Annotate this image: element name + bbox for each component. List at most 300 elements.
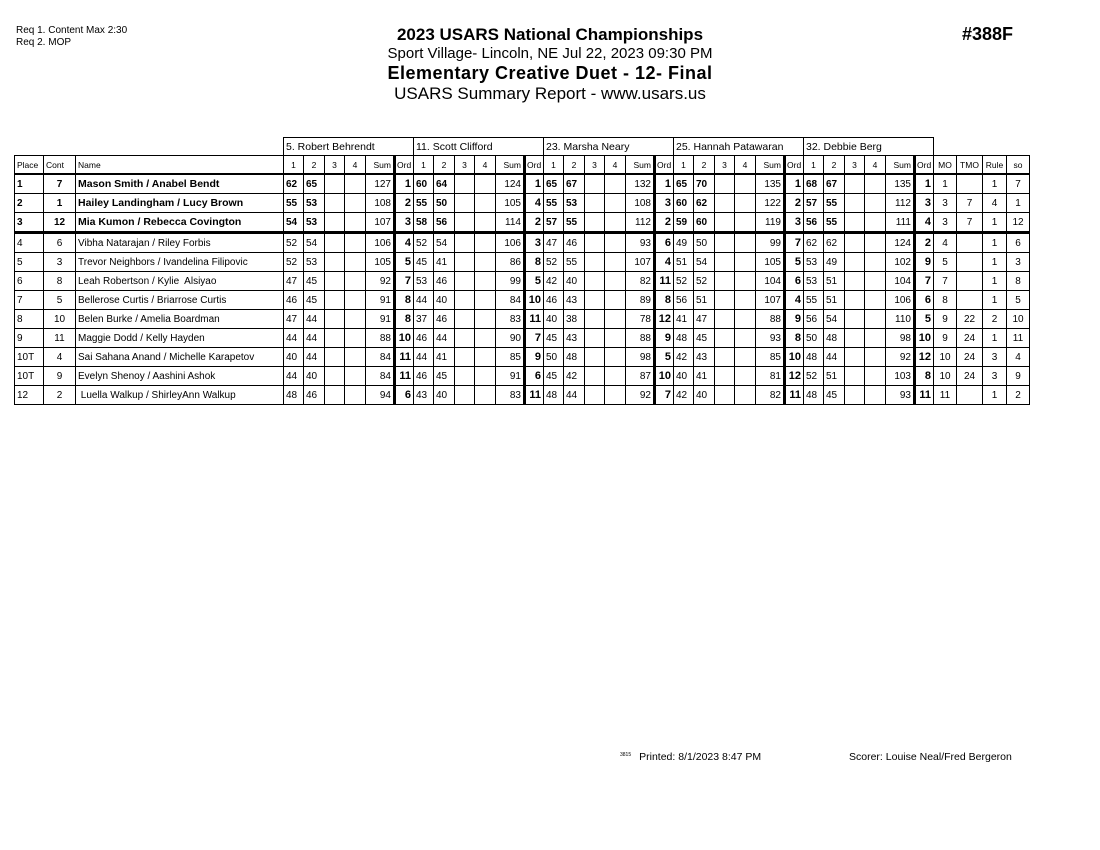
footer-code: 3815 bbox=[620, 751, 632, 758]
score-4 bbox=[605, 348, 626, 367]
score-3 bbox=[845, 386, 865, 405]
score-sum: 111 bbox=[886, 213, 915, 233]
score-sum: 91 bbox=[496, 367, 525, 386]
score-4 bbox=[605, 386, 626, 405]
score-sum: 88 bbox=[366, 329, 395, 348]
score-2: 45 bbox=[304, 272, 325, 291]
score-4 bbox=[865, 194, 886, 213]
score-3 bbox=[455, 233, 475, 253]
score-4 bbox=[345, 253, 366, 272]
judge-ordinal: 10 bbox=[915, 329, 934, 348]
score-sum: 90 bbox=[496, 329, 525, 348]
judge-ordinal: 4 bbox=[915, 213, 934, 233]
score-sum: 119 bbox=[756, 213, 785, 233]
score-4 bbox=[735, 174, 756, 194]
skater-names: Evelyn Shenoy / Aashini Ashok bbox=[76, 367, 284, 386]
score-3 bbox=[325, 348, 345, 367]
score-3 bbox=[585, 174, 605, 194]
mo-value: 9 bbox=[934, 310, 957, 329]
score-1: 49 bbox=[674, 233, 694, 253]
place: 3 bbox=[15, 213, 44, 233]
score-3 bbox=[585, 291, 605, 310]
score-1: 47 bbox=[284, 310, 304, 329]
event-number: #388F bbox=[962, 24, 1014, 44]
score-1: 55 bbox=[804, 291, 824, 310]
score-3 bbox=[325, 213, 345, 233]
rule-value: 3 bbox=[983, 367, 1007, 386]
mo-value: 10 bbox=[934, 367, 957, 386]
score-1: 50 bbox=[804, 329, 824, 348]
score-4 bbox=[735, 272, 756, 291]
score-3 bbox=[325, 194, 345, 213]
score-4 bbox=[865, 310, 886, 329]
judge-ordinal: 7 bbox=[655, 386, 674, 405]
judge-ordinal: 10 bbox=[785, 348, 804, 367]
score-2: 38 bbox=[564, 310, 585, 329]
score-1: 45 bbox=[544, 329, 564, 348]
score-3 bbox=[715, 213, 735, 233]
place: 10T bbox=[15, 348, 44, 367]
tmo-value: 24 bbox=[957, 348, 983, 367]
mo-value: 4 bbox=[934, 233, 957, 253]
score-1: 56 bbox=[804, 310, 824, 329]
score-sum: 124 bbox=[496, 174, 525, 194]
mo-value: 1 bbox=[934, 174, 957, 194]
contestant-number: 6 bbox=[44, 233, 76, 253]
table-row bbox=[15, 253, 1030, 272]
so-value: 2 bbox=[1007, 386, 1030, 405]
score-3 bbox=[715, 272, 735, 291]
score-4 bbox=[475, 213, 496, 233]
so-value: 5 bbox=[1007, 291, 1030, 310]
score-sum: 92 bbox=[366, 272, 395, 291]
score-2: 43 bbox=[694, 348, 715, 367]
score-4 bbox=[865, 213, 886, 233]
contestant-number: 1 bbox=[44, 194, 76, 213]
judge-ordinal: 11 bbox=[655, 272, 674, 291]
judge-name: 23. Marsha Neary bbox=[544, 138, 674, 156]
score-4 bbox=[475, 367, 496, 386]
score-sum: 82 bbox=[756, 386, 785, 405]
results-table bbox=[14, 137, 1030, 405]
score-4 bbox=[345, 291, 366, 310]
score-sum: 94 bbox=[366, 386, 395, 405]
score-3 bbox=[455, 253, 475, 272]
score-4 bbox=[865, 291, 886, 310]
judge-ordinal: 1 bbox=[915, 174, 934, 194]
report-name: USARS Summary Report - www.usars.us bbox=[394, 84, 706, 103]
judge-ordinal: 9 bbox=[915, 253, 934, 272]
score-2: 62 bbox=[694, 194, 715, 213]
col-header-tmo: TMO bbox=[957, 156, 983, 175]
score-sum: 93 bbox=[756, 329, 785, 348]
score-2: 44 bbox=[304, 348, 325, 367]
score-4 bbox=[865, 329, 886, 348]
score-1: 55 bbox=[284, 194, 304, 213]
score-2: 53 bbox=[564, 194, 585, 213]
judge-ordinal: 11 bbox=[395, 367, 414, 386]
score-3 bbox=[325, 272, 345, 291]
score-4 bbox=[475, 329, 496, 348]
table-row bbox=[15, 291, 1030, 310]
contestant-number: 9 bbox=[44, 367, 76, 386]
judge-ordinal: 7 bbox=[525, 329, 544, 348]
col-header-score: 2 bbox=[694, 156, 715, 175]
place: 12 bbox=[15, 386, 44, 405]
score-3 bbox=[845, 272, 865, 291]
judge-ordinal: 1 bbox=[785, 174, 804, 194]
tmo-value bbox=[957, 272, 983, 291]
score-sum: 114 bbox=[496, 213, 525, 233]
contestant-number: 11 bbox=[44, 329, 76, 348]
score-1: 45 bbox=[544, 367, 564, 386]
score-sum: 107 bbox=[626, 253, 655, 272]
score-3 bbox=[715, 310, 735, 329]
score-4 bbox=[605, 174, 626, 194]
score-1: 52 bbox=[284, 253, 304, 272]
score-3 bbox=[715, 253, 735, 272]
col-header-sum: Sum bbox=[886, 156, 915, 175]
score-1: 52 bbox=[284, 233, 304, 253]
col-header-score: 1 bbox=[674, 156, 694, 175]
score-3 bbox=[455, 310, 475, 329]
score-sum: 92 bbox=[626, 386, 655, 405]
score-1: 50 bbox=[544, 348, 564, 367]
requirement-2: Req 2. MOP bbox=[16, 37, 72, 48]
so-value: 7 bbox=[1007, 174, 1030, 194]
score-2: 54 bbox=[694, 253, 715, 272]
place: 9 bbox=[15, 329, 44, 348]
judge-ordinal: 3 bbox=[655, 194, 674, 213]
score-2: 43 bbox=[564, 291, 585, 310]
score-3 bbox=[325, 233, 345, 253]
score-1: 55 bbox=[544, 194, 564, 213]
table-row bbox=[15, 348, 1030, 367]
score-sum: 106 bbox=[886, 291, 915, 310]
place: 7 bbox=[15, 291, 44, 310]
printed-info bbox=[620, 751, 761, 763]
score-1: 48 bbox=[284, 386, 304, 405]
judge-ordinal: 2 bbox=[915, 233, 934, 253]
score-sum: 99 bbox=[756, 233, 785, 253]
judge-ordinal: 6 bbox=[655, 233, 674, 253]
score-1: 48 bbox=[804, 348, 824, 367]
score-1: 59 bbox=[674, 213, 694, 233]
page-title: 2023 USARS National Championships bbox=[396, 25, 704, 44]
judge-ordinal: 11 bbox=[785, 386, 804, 405]
score-3 bbox=[845, 253, 865, 272]
score-2: 41 bbox=[694, 367, 715, 386]
score-2: 42 bbox=[564, 367, 585, 386]
score-4 bbox=[735, 291, 756, 310]
score-3 bbox=[845, 291, 865, 310]
score-4 bbox=[605, 367, 626, 386]
score-1: 53 bbox=[804, 253, 824, 272]
score-sum: 105 bbox=[496, 194, 525, 213]
so-value: 3 bbox=[1007, 253, 1030, 272]
score-sum: 105 bbox=[366, 253, 395, 272]
judge-ordinal: 6 bbox=[395, 386, 414, 405]
event-name: Elementary Creative Duet - 12- Final bbox=[387, 63, 713, 83]
judge-ordinal: 8 bbox=[655, 291, 674, 310]
score-4 bbox=[605, 310, 626, 329]
score-4 bbox=[735, 367, 756, 386]
col-header-rule: Rule bbox=[983, 156, 1007, 175]
score-4 bbox=[345, 367, 366, 386]
skater-names: Trevor Neighbors / Ivandelina Filipovic bbox=[76, 253, 284, 272]
score-3 bbox=[585, 213, 605, 233]
score-3 bbox=[455, 194, 475, 213]
mo-value: 10 bbox=[934, 348, 957, 367]
judge-ordinal: 12 bbox=[655, 310, 674, 329]
score-2: 54 bbox=[434, 233, 455, 253]
score-2: 40 bbox=[304, 367, 325, 386]
score-3 bbox=[845, 194, 865, 213]
score-sum: 85 bbox=[756, 348, 785, 367]
judge-ordinal: 5 bbox=[915, 310, 934, 329]
judge-ordinal: 6 bbox=[785, 272, 804, 291]
contestant-number: 2 bbox=[44, 386, 76, 405]
judge-ordinal: 10 bbox=[525, 291, 544, 310]
contestant-number: 5 bbox=[44, 291, 76, 310]
col-header-so: so bbox=[1007, 156, 1030, 175]
score-3 bbox=[845, 174, 865, 194]
score-4 bbox=[865, 233, 886, 253]
score-2: 50 bbox=[694, 233, 715, 253]
score-2: 54 bbox=[304, 233, 325, 253]
judge-ordinal: 12 bbox=[915, 348, 934, 367]
judge-ordinal: 4 bbox=[655, 253, 674, 272]
judge-ordinal: 11 bbox=[525, 310, 544, 329]
contestant-number: 10 bbox=[44, 310, 76, 329]
judge-ordinal: 3 bbox=[785, 213, 804, 233]
score-4 bbox=[475, 174, 496, 194]
score-1: 40 bbox=[284, 348, 304, 367]
score-sum: 85 bbox=[496, 348, 525, 367]
score-4 bbox=[865, 174, 886, 194]
contestant-number: 12 bbox=[44, 213, 76, 233]
requirements bbox=[16, 25, 127, 49]
score-2: 40 bbox=[434, 386, 455, 405]
score-1: 62 bbox=[284, 174, 304, 194]
score-2: 51 bbox=[824, 291, 845, 310]
contestant-number: 3 bbox=[44, 253, 76, 272]
judge-ordinal: 11 bbox=[395, 348, 414, 367]
score-3 bbox=[585, 253, 605, 272]
score-sum: 92 bbox=[886, 348, 915, 367]
score-sum: 135 bbox=[756, 174, 785, 194]
tmo-value bbox=[957, 253, 983, 272]
venue-date: Sport Village- Lincoln, NE Jul 22, 2023 09:30 PM bbox=[387, 45, 713, 62]
judge-name: 25. Hannah Patawaran bbox=[674, 138, 804, 156]
score-1: 46 bbox=[284, 291, 304, 310]
place: 1 bbox=[15, 174, 44, 194]
judge-ordinal: 7 bbox=[785, 233, 804, 253]
score-1: 48 bbox=[674, 329, 694, 348]
col-header-score: 2 bbox=[304, 156, 325, 175]
printed-date: Printed: 8/1/2023 8:47 PM bbox=[639, 751, 762, 763]
score-3 bbox=[455, 348, 475, 367]
judge-ordinal: 5 bbox=[525, 272, 544, 291]
score-1: 40 bbox=[674, 367, 694, 386]
score-4 bbox=[865, 253, 886, 272]
table-row bbox=[15, 272, 1030, 291]
col-header-score: 3 bbox=[585, 156, 605, 175]
col-header-sum: Sum bbox=[756, 156, 785, 175]
score-1: 45 bbox=[414, 253, 434, 272]
score-2: 48 bbox=[824, 329, 845, 348]
col-header-ord: Ord bbox=[655, 156, 674, 175]
so-value: 12 bbox=[1007, 213, 1030, 233]
score-1: 55 bbox=[414, 194, 434, 213]
score-2: 62 bbox=[824, 233, 845, 253]
score-2: 40 bbox=[694, 386, 715, 405]
skater-names: Sai Sahana Anand / Michelle Karapetov bbox=[76, 348, 284, 367]
score-1: 52 bbox=[414, 233, 434, 253]
contestant-number: 8 bbox=[44, 272, 76, 291]
score-3 bbox=[455, 329, 475, 348]
col-header-mo: MO bbox=[934, 156, 957, 175]
skater-names: Luella Walkup / ShirleyAnn Walkup bbox=[76, 386, 284, 405]
judge-ordinal: 1 bbox=[395, 174, 414, 194]
mo-value: 11 bbox=[934, 386, 957, 405]
score-sum: 84 bbox=[366, 348, 395, 367]
judge-ordinal: 2 bbox=[395, 194, 414, 213]
score-4 bbox=[735, 348, 756, 367]
score-2: 40 bbox=[434, 291, 455, 310]
table-row bbox=[15, 213, 1030, 233]
rule-value: 1 bbox=[983, 386, 1007, 405]
tmo-value: 7 bbox=[957, 213, 983, 233]
judge-ordinal: 8 bbox=[525, 253, 544, 272]
score-3 bbox=[325, 310, 345, 329]
score-3 bbox=[715, 386, 735, 405]
place: 2 bbox=[15, 194, 44, 213]
skater-names: Bellerose Curtis / Briarrose Curtis bbox=[76, 291, 284, 310]
tmo-value bbox=[957, 174, 983, 194]
col-header-sum: Sum bbox=[626, 156, 655, 175]
judge-ordinal: 9 bbox=[655, 329, 674, 348]
judge-ordinal: 6 bbox=[915, 291, 934, 310]
score-4 bbox=[735, 386, 756, 405]
score-3 bbox=[585, 310, 605, 329]
rule-value: 1 bbox=[983, 233, 1007, 253]
score-3 bbox=[325, 253, 345, 272]
col-header-score: 3 bbox=[845, 156, 865, 175]
score-sum: 110 bbox=[886, 310, 915, 329]
score-4 bbox=[735, 233, 756, 253]
col-header-score: 4 bbox=[735, 156, 756, 175]
score-1: 56 bbox=[674, 291, 694, 310]
judge-ordinal: 8 bbox=[915, 367, 934, 386]
score-2: 67 bbox=[564, 174, 585, 194]
score-2: 55 bbox=[824, 194, 845, 213]
score-4 bbox=[345, 213, 366, 233]
table-row bbox=[15, 367, 1030, 386]
score-4 bbox=[605, 272, 626, 291]
tmo-value: 7 bbox=[957, 194, 983, 213]
score-1: 46 bbox=[414, 329, 434, 348]
tmo-value: 22 bbox=[957, 310, 983, 329]
so-value: 1 bbox=[1007, 194, 1030, 213]
score-2: 41 bbox=[434, 253, 455, 272]
tmo-value bbox=[957, 386, 983, 405]
score-2: 46 bbox=[304, 386, 325, 405]
contestant-number: 7 bbox=[44, 174, 76, 194]
so-value: 11 bbox=[1007, 329, 1030, 348]
score-4 bbox=[865, 272, 886, 291]
judge-ordinal: 9 bbox=[525, 348, 544, 367]
judge-name: 5. Robert Behrendt bbox=[284, 138, 414, 156]
judge-ordinal: 1 bbox=[525, 174, 544, 194]
score-3 bbox=[845, 348, 865, 367]
score-sum: 102 bbox=[886, 253, 915, 272]
place: 4 bbox=[15, 233, 44, 253]
score-4 bbox=[475, 253, 496, 272]
score-sum: 88 bbox=[756, 310, 785, 329]
score-sum: 98 bbox=[886, 329, 915, 348]
score-sum: 91 bbox=[366, 291, 395, 310]
score-sum: 81 bbox=[756, 367, 785, 386]
score-2: 46 bbox=[434, 272, 455, 291]
score-2: 53 bbox=[304, 253, 325, 272]
score-2: 67 bbox=[824, 174, 845, 194]
score-2: 43 bbox=[564, 329, 585, 348]
score-1: 42 bbox=[544, 272, 564, 291]
score-sum: 108 bbox=[626, 194, 655, 213]
judge-ordinal: 5 bbox=[655, 348, 674, 367]
score-1: 60 bbox=[674, 194, 694, 213]
score-3 bbox=[455, 213, 475, 233]
mo-value: 5 bbox=[934, 253, 957, 272]
mo-value: 3 bbox=[934, 213, 957, 233]
skater-names: Maggie Dodd / Kelly Hayden bbox=[76, 329, 284, 348]
score-4 bbox=[475, 310, 496, 329]
score-2: 45 bbox=[824, 386, 845, 405]
col-header-score: 4 bbox=[475, 156, 496, 175]
score-1: 46 bbox=[544, 291, 564, 310]
judge-ordinal: 4 bbox=[395, 233, 414, 253]
score-2: 55 bbox=[564, 213, 585, 233]
score-2: 54 bbox=[824, 310, 845, 329]
score-4 bbox=[865, 386, 886, 405]
table-row bbox=[15, 310, 1030, 329]
score-1: 52 bbox=[674, 272, 694, 291]
skater-names: Hailey Landingham / Lucy Brown bbox=[76, 194, 284, 213]
score-4 bbox=[605, 253, 626, 272]
score-sum: 88 bbox=[626, 329, 655, 348]
so-value: 10 bbox=[1007, 310, 1030, 329]
score-3 bbox=[455, 386, 475, 405]
score-1: 44 bbox=[414, 291, 434, 310]
rule-value: 1 bbox=[983, 213, 1007, 233]
score-4 bbox=[865, 348, 886, 367]
score-1: 46 bbox=[414, 367, 434, 386]
table-row bbox=[15, 386, 1030, 405]
mo-value: 9 bbox=[934, 329, 957, 348]
judge-ordinal: 10 bbox=[395, 329, 414, 348]
score-4 bbox=[735, 253, 756, 272]
col-header-ord: Ord bbox=[785, 156, 804, 175]
score-1: 48 bbox=[544, 386, 564, 405]
score-4 bbox=[475, 386, 496, 405]
score-sum: 98 bbox=[626, 348, 655, 367]
judge-ordinal: 3 bbox=[395, 213, 414, 233]
score-2: 46 bbox=[434, 310, 455, 329]
tmo-value: 24 bbox=[957, 367, 983, 386]
score-sum: 83 bbox=[496, 310, 525, 329]
judge-ordinal: 2 bbox=[525, 213, 544, 233]
